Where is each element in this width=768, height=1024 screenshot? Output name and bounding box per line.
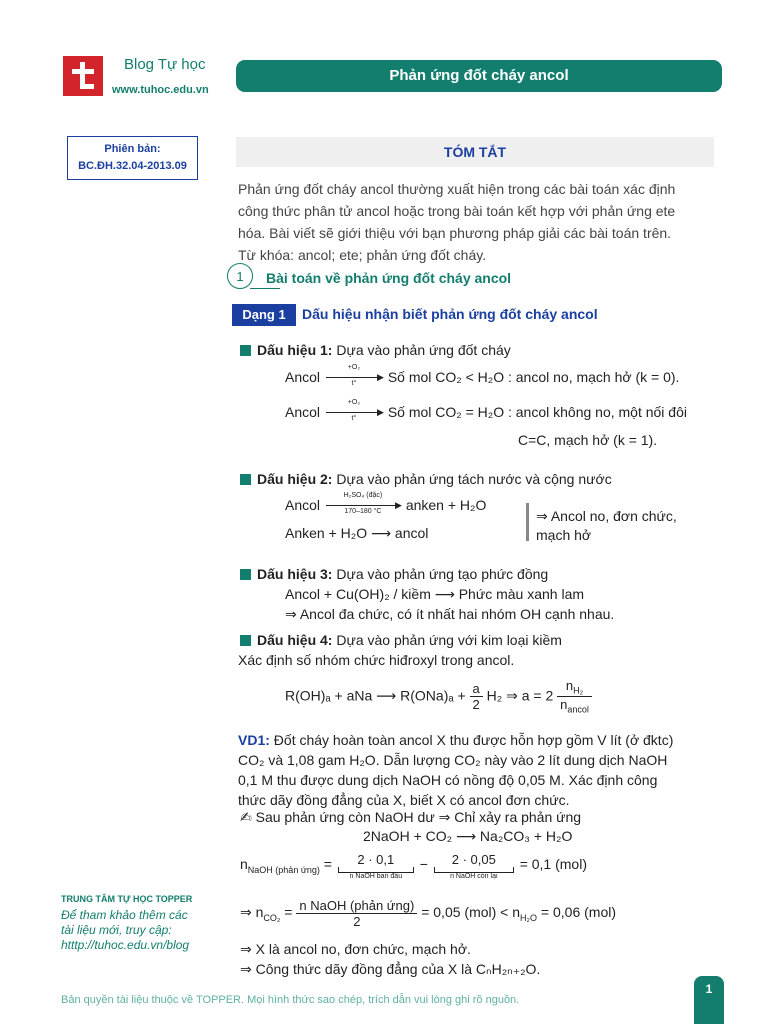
reaction-arrow-icon: +O₂ ▶ t° bbox=[326, 371, 382, 385]
summary-line: Từ khóa: ancol; ete; phản ứng đốt cháy. bbox=[238, 247, 487, 263]
page-number: 1 bbox=[694, 976, 724, 1024]
solution-reaction: 2NaOH + CO₂ ⟶ Na₂CO₃ + H₂O bbox=[363, 828, 573, 844]
sign2-reaction2: Anken + H₂O ⟶ ancol bbox=[285, 525, 429, 541]
bullet-square-icon bbox=[240, 635, 251, 646]
summary-line: công thức phân tử ancol hoặc trong bài toán kết hợp với phản ứng ete bbox=[238, 203, 676, 219]
solution-eq2: ⇒ $n_{CO_2}$ = $\frac{\text{n NaOH (phản ứng)}}{2}$ = 0,05 $(mol) < n_{H_2O} = 0,06$ (mol) bbox=[240, 898, 617, 929]
bullet-square-icon bbox=[240, 474, 251, 485]
sign4-line2: Xác định số nhóm chức hiđroxyl trong ancol. bbox=[238, 652, 515, 668]
bracket-bar bbox=[526, 503, 529, 541]
version-label: Phiên bản: bbox=[104, 143, 161, 155]
summary-line: Phản ứng đốt cháy ancol thường xuất hiện trong các bài toán xác định bbox=[238, 181, 676, 197]
sidebar-title: TRUNG TÂM TỰ HỌC TOPPER bbox=[61, 894, 193, 904]
sign3-conclusion: ⇒ Ancol đa chức, có ít nhất hai nhóm OH cạnh nhau. bbox=[285, 606, 615, 622]
sign2-heading: Dấu hiệu 2: Dựa vào phản ứng tách nước và cộng nước bbox=[240, 471, 612, 487]
reaction-arrow-icon: +O₂ ▶ t° bbox=[326, 406, 382, 420]
sign2-conclusion1: ⇒ Ancol no, đơn chức, bbox=[536, 508, 677, 524]
solution-eq1: $n_{NaOH (phản ứng)}$ = 2 · 0,1 n NaOH ban đầu − 2 · 0,05 n NaOH còn lại = 0,1 (mol) bbox=[240, 852, 587, 880]
dang-label: Dạng 1 bbox=[232, 304, 296, 326]
bullet-square-icon bbox=[240, 569, 251, 580]
sign1-heading: Dấu hiệu 1: Dựa vào phản ứng đốt cháy bbox=[240, 342, 511, 358]
version-box bbox=[67, 136, 198, 180]
reaction-arrow-icon: H₂SO₄ (đặc) ▶ 170–180 °C bbox=[326, 499, 400, 513]
example-label: VD1: bbox=[238, 732, 270, 748]
sidebar-link[interactable]: htttp://tuhoc.edu.vn/blog bbox=[61, 938, 190, 952]
dang-title: Dấu hiệu nhận biết phản ứng đốt cháy ancol bbox=[302, 306, 598, 322]
sign1-reaction2: Ancol +O₂ ▶ t° Số mol CO₂ = H₂O : ancol không no, một nối đôi bbox=[285, 399, 687, 423]
sign4-heading: Dấu hiệu 4: Dựa vào phản ứng với kim loại kiềm bbox=[240, 632, 562, 648]
section-underline bbox=[250, 288, 280, 289]
sign1-reaction2-cont: C=C, mạch hở (k = 1). bbox=[518, 432, 658, 448]
summary-line: hóa. Bài viết sẽ giới thiệu với bạn phương pháp giải các bài toán trên. bbox=[238, 225, 672, 241]
blog-url[interactable]: www.tuhoc.edu.vn bbox=[112, 84, 209, 96]
page-title: Phản ứng đốt cháy ancol bbox=[236, 60, 722, 92]
sign4-equation: R(OH)ₐ + aNa ⟶ R(ONa)ₐ + $\frac{a}{2}$ H₂ ⇒ a = 2 $\frac{n_{H_2}}{n_{ancol}}$ bbox=[285, 678, 592, 714]
section-title: Bài toán về phản ứng đốt cháy ancol bbox=[266, 270, 512, 286]
conclusion1: ⇒ X là ancol no, đơn chức, mạch hở. bbox=[240, 941, 471, 957]
conclusion2: ⇒ Công thức dãy đồng đẳng của X là CₙH₂ₙ₊₂O. bbox=[240, 961, 541, 977]
example-text: VD1: Đốt cháy hoàn toàn ancol X thu được hỗn hợp gồm V lít (ở đktc) CO₂ và 1,08 gam H₂O. Dẫn lượng CO₂ này vào 2 lít dung dịch NaOH 0,1 M thu được dung dịch NaOH có nồng độ 0,05 M. Xác định công thức dãy đồng đẳng của X, biết X có ancol đơn chức. bbox=[238, 732, 674, 808]
version-code: BC.ĐH.32.04-2013.09 bbox=[78, 160, 187, 172]
summary-text bbox=[238, 178, 718, 266]
sidebar-text: Để tham khảo thêm các tài liệu mới, truy cập: htttp://tuhoc.edu.vn/blog bbox=[61, 908, 221, 953]
footer-copyright: Bản quyền tài liệu thuộc về TOPPER. Mọi hình thức sao chép, trích dẫn vui lòng ghi rõ nguồn. bbox=[61, 994, 520, 1006]
solution-step1: ✍ Sau phản ứng còn NaOH dư ⇒ Chỉ xảy ra phản ứng bbox=[240, 809, 582, 825]
section-number: 1 bbox=[227, 263, 253, 289]
sign3-heading: Dấu hiệu 3: Dựa vào phản ứng tạo phức đồng bbox=[240, 566, 548, 582]
summary-heading: TÓM TẮT bbox=[236, 137, 714, 167]
bullet-square-icon bbox=[240, 345, 251, 356]
blog-name: Blog Tự học bbox=[124, 56, 206, 73]
sign1-reaction1: Ancol +O₂ ▶ t° Số mol CO₂ < H₂O : ancol no, mạch hở (k = 0). bbox=[285, 364, 680, 388]
sign3-reaction: Ancol + Cu(OH)₂ / kiềm ⟶ Phức màu xanh lam bbox=[285, 586, 585, 602]
sign2-conclusion2: mạch hở bbox=[536, 527, 592, 543]
sign2-reaction1: Ancol H₂SO₄ (đặc) ▶ 170–180 °C anken + H₂O bbox=[285, 492, 487, 516]
logo bbox=[63, 56, 103, 96]
